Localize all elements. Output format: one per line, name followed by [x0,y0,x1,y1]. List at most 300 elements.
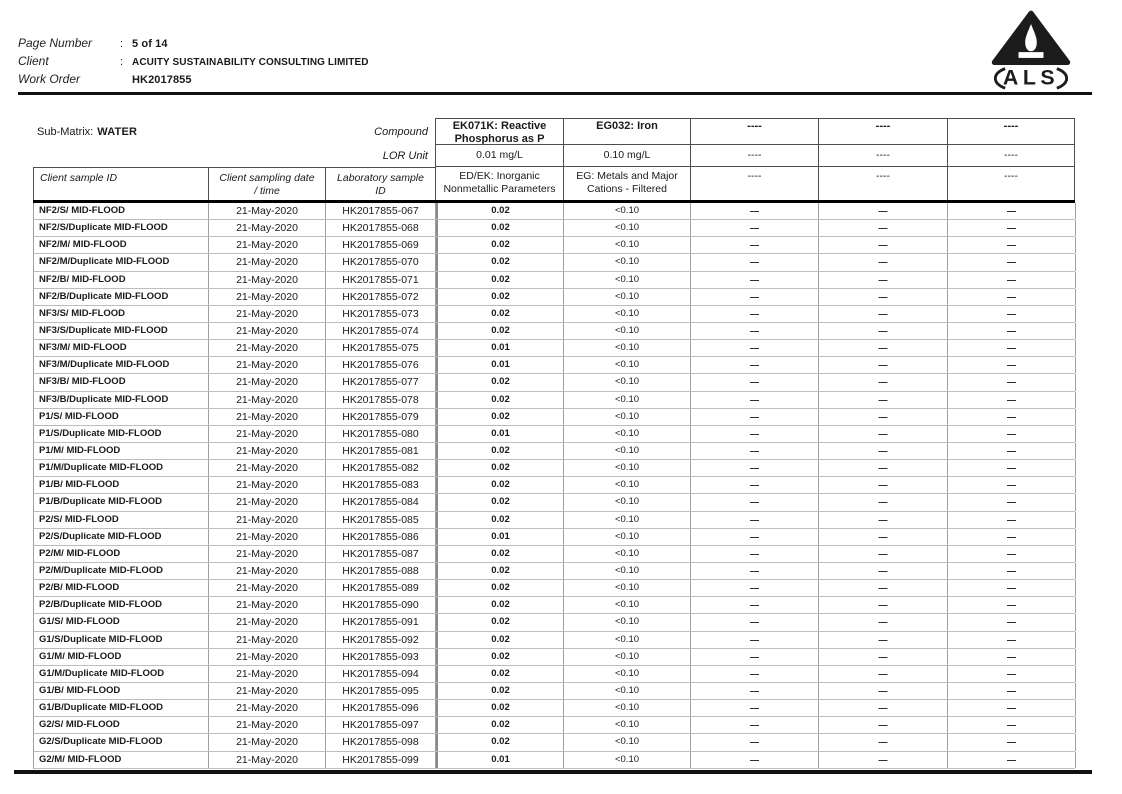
reactive-phosphorus-value: 0.02 [436,632,564,648]
iron-value: <0.10 [564,323,691,339]
reactive-phosphorus-value: 0.02 [436,477,564,493]
sub-matrix [37,126,137,138]
table-row [33,546,1075,563]
table-row [33,649,1075,666]
work-order-label: Work Order [18,72,81,86]
reactive-phosphorus-value: 0.02 [436,700,564,716]
dash-value: — [819,426,948,442]
table-row [33,392,1075,409]
client-row [18,54,369,72]
laboratory-sample-id: HK2017855-087 [326,546,436,562]
client-sampling-date: 21-May-2020 [209,237,326,253]
dash-value: — [691,374,819,390]
dash-value: — [691,289,819,305]
sampling-date-header [208,167,325,200]
client-sampling-date: 21-May-2020 [209,683,326,699]
header-divider-rule [18,92,1092,95]
client-sample-id: NF3/M/Duplicate MID-FLOOD [34,357,209,373]
group-line: ---- [876,170,890,182]
table-row [33,237,1075,254]
reactive-phosphorus-value: 0.02 [436,323,564,339]
dash-value: — [691,580,819,596]
dash-value: — [819,494,948,510]
laboratory-sample-id: HK2017855-090 [326,597,436,613]
client-sample-id: NF2/S/Duplicate MID-FLOOD [34,220,209,236]
dash-value: — [819,272,948,288]
laboratory-sample-id: HK2017855-078 [326,392,436,408]
reactive-phosphorus-value: 0.01 [436,340,564,356]
table-row [33,203,1075,220]
dash-value: — [691,323,819,339]
client-sample-id: P1/B/Duplicate MID-FLOOD [34,494,209,510]
dash-value: — [691,392,819,408]
dash-value: — [691,220,819,236]
client-sampling-date: 21-May-2020 [209,340,326,356]
header-line: / time [254,185,280,197]
laboratory-sample-id: HK2017855-097 [326,717,436,733]
laboratory-sample-id: HK2017855-083 [326,477,436,493]
dash-value: — [819,597,948,613]
iron-value: <0.10 [564,289,691,305]
table-row [33,374,1075,391]
dash-value: — [948,323,1076,339]
iron-value: <0.10 [564,700,691,716]
header-line: Client sample ID [40,172,118,184]
dash-value: — [819,323,948,339]
method-group-empty [947,167,1075,200]
reactive-phosphorus-value: 0.01 [436,357,564,373]
table-row [33,580,1075,597]
dash-value: — [691,614,819,630]
reactive-phosphorus-value: 0.02 [436,443,564,459]
client-sample-id: NF2/S/ MID-FLOOD [34,203,209,219]
lor-unit-row-label: LOR Unit [382,150,428,162]
client-sampling-date: 21-May-2020 [209,426,326,442]
reactive-phosphorus-value: 0.02 [436,734,564,750]
laboratory-sample-id: HK2017855-084 [326,494,436,510]
dash-value: — [948,614,1076,630]
client-sample-id: P1/M/Duplicate MID-FLOOD [34,460,209,476]
iron-value: <0.10 [564,546,691,562]
iron-value: <0.10 [564,666,691,682]
analyte-name-line: EG032: Iron [596,120,658,132]
reactive-phosphorus-value: 0.02 [436,409,564,425]
lor-value-empty: ---- [690,145,818,167]
dash-value: — [691,717,819,733]
dash-value: — [819,392,948,408]
dash-value: — [691,203,819,219]
reactive-phosphorus-value: 0.02 [436,203,564,219]
dash-value: — [948,477,1076,493]
dash-value: — [691,700,819,716]
table-row [33,426,1075,443]
iron-value: <0.10 [564,340,691,356]
iron-value: <0.10 [564,563,691,579]
dash-value: — [948,597,1076,613]
compound-row [33,118,1075,145]
table-row [33,220,1075,237]
table-row [33,460,1075,477]
compound-label-zone [33,118,435,145]
dash-value: — [819,460,948,476]
reactive-phosphorus-value: 0.02 [436,374,564,390]
dash-value: — [819,512,948,528]
lor-unit-row [33,145,1075,167]
dash-value: — [819,649,948,665]
table-row [33,272,1075,289]
client-sample-id: G2/M/ MID-FLOOD [34,752,209,768]
table-row [33,752,1075,769]
dash-value: — [948,683,1076,699]
dash-value: — [819,220,948,236]
client-sample-id: NF2/B/Duplicate MID-FLOOD [34,289,209,305]
laboratory-sample-id: HK2017855-067 [326,203,436,219]
group-line: Nonmetallic Parameters [443,183,556,195]
dash-value: — [948,426,1076,442]
client-sampling-date: 21-May-2020 [209,460,326,476]
client-sample-id: G1/B/ MID-FLOOD [34,683,209,699]
iron-value: <0.10 [564,220,691,236]
analyte-name-line: ---- [747,120,762,132]
dash-value: — [948,494,1076,510]
laboratory-sample-id: HK2017855-094 [326,666,436,682]
dash-value: — [819,614,948,630]
dash-value: — [819,632,948,648]
client-sample-id: NF2/B/ MID-FLOOD [34,272,209,288]
table-row [33,340,1075,357]
lor-label-zone [33,145,435,167]
dash-value: — [948,357,1076,373]
analyte-header-empty [818,118,947,145]
laboratory-sample-id: HK2017855-075 [326,340,436,356]
iron-value: <0.10 [564,734,691,750]
dash-value: — [948,254,1076,270]
analyte-name-line: EK071K: Reactive [452,120,547,132]
sub-matrix-label: Sub-Matrix: [37,125,94,138]
dash-value: — [948,666,1076,682]
method-group-iron [563,167,690,200]
table-row [33,700,1075,717]
laboratory-sample-id: HK2017855-074 [326,323,436,339]
logo-text: ALS [1002,65,1060,90]
dash-value: — [691,734,819,750]
client-sample-id: P1/S/Duplicate MID-FLOOD [34,426,209,442]
iron-value: <0.10 [564,580,691,596]
analyte-header-empty [947,118,1075,145]
dash-value: — [948,632,1076,648]
laboratory-sample-id: HK2017855-068 [326,220,436,236]
dash-value: — [948,700,1076,716]
reactive-phosphorus-value: 0.02 [436,597,564,613]
client-sample-id: P1/S/ MID-FLOOD [34,409,209,425]
laboratory-sample-id: HK2017855-069 [326,237,436,253]
separator: : [120,56,124,68]
client-sample-id: NF2/M/Duplicate MID-FLOOD [34,254,209,270]
lor-value-empty: ---- [947,145,1075,167]
lor-value-phosphorus: 0.01 mg/L [435,145,563,167]
table-row [33,734,1075,751]
sub-matrix-value: WATER [97,125,138,138]
client-sample-id: NF3/S/Duplicate MID-FLOOD [34,323,209,339]
laboratory-sample-id: HK2017855-085 [326,512,436,528]
iron-value: <0.10 [564,752,691,768]
laboratory-sample-id: HK2017855-092 [326,632,436,648]
client-sampling-date: 21-May-2020 [209,323,326,339]
laboratory-sample-id: HK2017855-088 [326,563,436,579]
iron-value: <0.10 [564,409,691,425]
header-line: Laboratory sample [337,172,424,184]
analyte-header-empty [690,118,818,145]
client-sample-id: P2/M/ MID-FLOOD [34,546,209,562]
client-sample-id: P2/S/Duplicate MID-FLOOD [34,529,209,545]
table-row [33,683,1075,700]
iron-value: <0.10 [564,237,691,253]
table-row [33,323,1075,340]
table-row [33,409,1075,426]
laboratory-sample-id: HK2017855-089 [326,580,436,596]
client-sample-id: G2/S/Duplicate MID-FLOOD [34,734,209,750]
iron-value: <0.10 [564,272,691,288]
compound-row-label: Compound [374,125,428,138]
dash-value: — [819,529,948,545]
dash-value: — [691,563,819,579]
laboratory-sample-id: HK2017855-093 [326,649,436,665]
lab-sample-id-header [325,167,435,200]
reactive-phosphorus-value: 0.01 [436,529,564,545]
iron-value: <0.10 [564,426,691,442]
dash-value: — [948,734,1076,750]
dash-value: — [819,580,948,596]
iron-value: <0.10 [564,683,691,699]
dash-value: — [691,460,819,476]
client-sampling-date: 21-May-2020 [209,666,326,682]
dash-value: — [819,340,948,356]
dash-value: — [819,752,948,768]
dash-value: — [948,409,1076,425]
client-sampling-date: 21-May-2020 [209,289,326,305]
dash-value: — [819,666,948,682]
laboratory-sample-id: HK2017855-079 [326,409,436,425]
table-row [33,306,1075,323]
dash-value: — [819,700,948,716]
dash-value: — [948,512,1076,528]
table-row [33,443,1075,460]
reactive-phosphorus-value: 0.02 [436,220,564,236]
reactive-phosphorus-value: 0.02 [436,306,564,322]
client-sample-id: G1/M/ MID-FLOOD [34,649,209,665]
table-row [33,357,1075,374]
client-sample-id: NF3/B/ MID-FLOOD [34,374,209,390]
client-label: Client [18,54,49,68]
client-sample-id: G1/S/Duplicate MID-FLOOD [34,632,209,648]
work-order-value: HK2017855 [132,74,192,86]
page-number-value: 5 of 14 [132,38,168,50]
dash-value: — [819,409,948,425]
laboratory-sample-id: HK2017855-080 [326,426,436,442]
table-row [33,477,1075,494]
dash-value: — [819,374,948,390]
group-line: EG: Metals and Major [576,170,678,182]
dash-value: — [819,254,948,270]
results-body [33,203,1075,769]
client-sample-id: P1/B/ MID-FLOOD [34,477,209,493]
client-sample-id: G1/S/ MID-FLOOD [34,614,209,630]
iron-value: <0.10 [564,717,691,733]
laboratory-sample-id: HK2017855-070 [326,254,436,270]
dash-value: — [691,237,819,253]
dash-value: — [948,289,1076,305]
dash-value: — [691,632,819,648]
client-sampling-date: 21-May-2020 [209,632,326,648]
dash-value: — [819,734,948,750]
dash-value: — [819,203,948,219]
table-row [33,289,1075,306]
dash-value: — [948,203,1076,219]
client-sample-id: NF3/M/ MID-FLOOD [34,340,209,356]
client-sample-id: G2/S/ MID-FLOOD [34,717,209,733]
client-sampling-date: 21-May-2020 [209,700,326,716]
iron-value: <0.10 [564,374,691,390]
client-sampling-date: 21-May-2020 [209,272,326,288]
dash-value: — [819,683,948,699]
logo-burner [1019,52,1044,58]
dash-value: — [819,717,948,733]
als-logo [986,8,1076,90]
dash-value: — [691,426,819,442]
reactive-phosphorus-value: 0.02 [436,683,564,699]
header-line: Client sampling date [219,172,315,184]
iron-value: <0.10 [564,460,691,476]
dash-value: — [948,529,1076,545]
document-header [18,36,369,90]
client-sampling-date: 21-May-2020 [209,392,326,408]
dash-value: — [819,546,948,562]
dash-value: — [819,443,948,459]
dash-value: — [948,237,1076,253]
table-header-band [33,118,1075,203]
reactive-phosphorus-value: 0.02 [436,649,564,665]
dash-value: — [691,494,819,510]
client-sample-id: NF2/M/ MID-FLOOD [34,237,209,253]
dash-value: — [948,717,1076,733]
client-sampling-date: 21-May-2020 [209,614,326,630]
reactive-phosphorus-value: 0.02 [436,580,564,596]
dash-value: — [948,546,1076,562]
dash-value: — [948,443,1076,459]
client-sample-id: P2/B/ MID-FLOOD [34,580,209,596]
dash-value: — [948,580,1076,596]
client-sampling-date: 21-May-2020 [209,220,326,236]
laboratory-sample-id: HK2017855-076 [326,357,436,373]
client-sampling-date: 21-May-2020 [209,477,326,493]
group-line: ---- [1004,170,1018,182]
dash-value: — [691,443,819,459]
reactive-phosphorus-value: 0.02 [436,460,564,476]
reactive-phosphorus-value: 0.01 [436,426,564,442]
client-sampling-date: 21-May-2020 [209,494,326,510]
reactive-phosphorus-value: 0.02 [436,717,564,733]
reactive-phosphorus-value: 0.02 [436,494,564,510]
client-sample-id: P2/S/ MID-FLOOD [34,512,209,528]
dash-value: — [691,272,819,288]
table-row [33,614,1075,631]
table-row [33,529,1075,546]
dash-value: — [691,409,819,425]
table-row [33,717,1075,734]
analyte-header-phosphorus [435,118,563,145]
dash-value: — [691,254,819,270]
dash-value: — [691,512,819,528]
table-row [33,512,1075,529]
dash-value: — [948,392,1076,408]
dash-value: — [819,237,948,253]
iron-value: <0.10 [564,392,691,408]
work-order-row [18,72,369,90]
client-sampling-date: 21-May-2020 [209,306,326,322]
client-sampling-date: 21-May-2020 [209,734,326,750]
client-sampling-date: 21-May-2020 [209,203,326,219]
lor-value-empty: ---- [818,145,947,167]
iron-value: <0.10 [564,494,691,510]
reactive-phosphorus-value: 0.02 [436,512,564,528]
iron-value: <0.10 [564,614,691,630]
client-sampling-date: 21-May-2020 [209,512,326,528]
table-row [33,632,1075,649]
client-sampling-date: 21-May-2020 [209,546,326,562]
client-sampling-date: 21-May-2020 [209,717,326,733]
dash-value: — [691,340,819,356]
dash-value: — [948,460,1076,476]
table-row [33,563,1075,580]
client-sampling-date: 21-May-2020 [209,529,326,545]
laboratory-sample-id: HK2017855-091 [326,614,436,630]
dash-value: — [948,340,1076,356]
analyte-header-iron [563,118,690,145]
table-row [33,666,1075,683]
laboratory-sample-id: HK2017855-081 [326,443,436,459]
page-number-label: Page Number [18,36,93,50]
laboratory-sample-id: HK2017855-086 [326,529,436,545]
dash-value: — [948,306,1076,322]
dash-value: — [948,563,1076,579]
dash-value: — [691,477,819,493]
client-sampling-date: 21-May-2020 [209,597,326,613]
group-line: ED/EK: Inorganic [459,170,540,182]
laboratory-sample-id: HK2017855-082 [326,460,436,476]
laboratory-sample-id: HK2017855-095 [326,683,436,699]
client-sample-id: G1/M/Duplicate MID-FLOOD [34,666,209,682]
client-sample-id: P2/B/Duplicate MID-FLOOD [34,597,209,613]
iron-value: <0.10 [564,443,691,459]
iron-value: <0.10 [564,512,691,528]
page-number-row [18,36,369,54]
client-value: ACUITY SUSTAINABILITY CONSULTING LIMITED [132,57,369,68]
dash-value: — [691,529,819,545]
reactive-phosphorus-value: 0.01 [436,752,564,768]
iron-value: <0.10 [564,203,691,219]
client-sample-id: NF3/S/ MID-FLOOD [34,306,209,322]
laboratory-sample-id: HK2017855-072 [326,289,436,305]
dash-value: — [691,597,819,613]
client-sampling-date: 21-May-2020 [209,563,326,579]
dash-value: — [691,306,819,322]
reactive-phosphorus-value: 0.02 [436,563,564,579]
client-sampling-date: 21-May-2020 [209,357,326,373]
method-group-phosphorus [435,167,563,200]
table-row [33,254,1075,271]
client-sampling-date: 21-May-2020 [209,254,326,270]
page-bottom-rule [14,770,1092,774]
